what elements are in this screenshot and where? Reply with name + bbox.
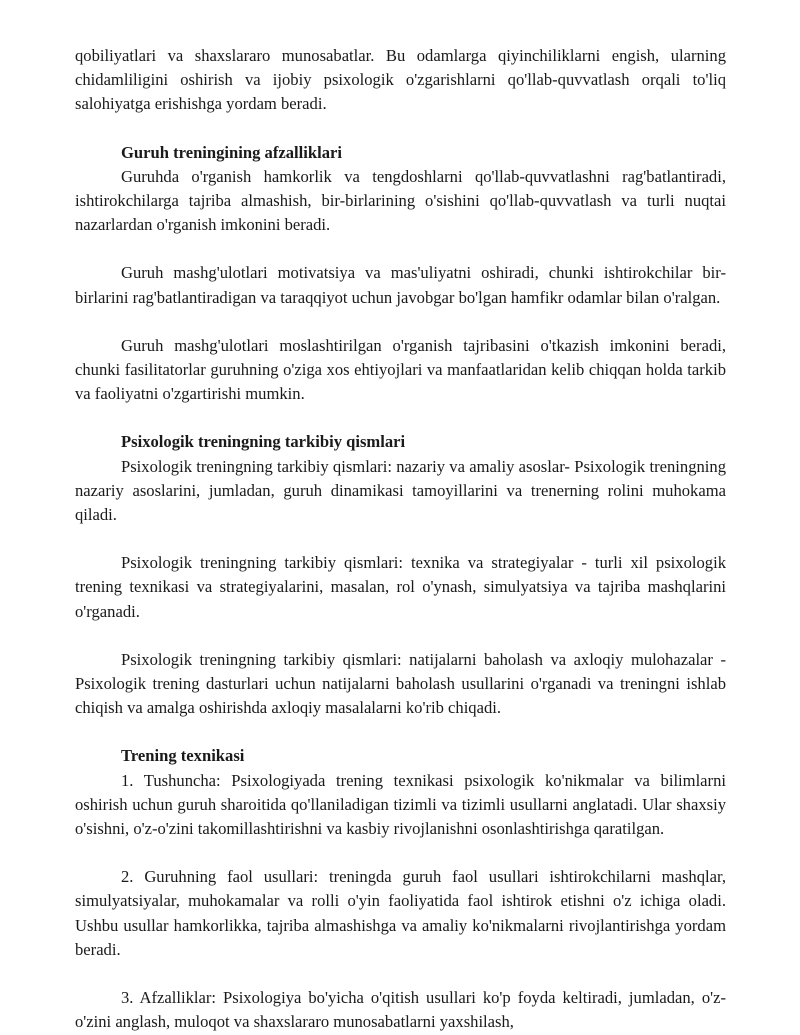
document-page	[75, 44, 726, 1035]
paragraph: Psixologik treningning tarkibiy qismlari: texnika va strategiyalar - turli xil psixologik trening texnikasi va strategiyalarini, masalan, rol o'ynash, simulyatsiya va tajriba mashqlarini o'rganadi.	[75, 553, 726, 621]
paragraph: Psixologik treningning tarkibiy qismlari: nazariy va amaliy asoslar- Psixologik treningning nazariy asoslarini, jumladan, guruh dinamikasi tamoyillarini va trenerning rolini muhokama qiladi.	[75, 456, 726, 525]
paragraph: Guruh mashg'ulotlari motivatsiya va mas'uliyatni oshiradi, chunki ishtirokchilar bir-birlarini rag'batlantiradigan va taraqqiyot uchun javobgar bo'lgan hamfikr odamlar bilan o'ralgan.	[75, 263, 726, 307]
paragraph: Psixologik treningning tarkibiy qismlari: natijalarni baholash va axloqiy mulohazalar - Psixologik trening dasturlari uchun natijalarni baholash usullarini o'rganadi va treningni ishlab chiqish va amalga oshirishda axloqiy masalalarni ko'rib chiqadi.	[75, 649, 726, 718]
section-heading-training-techniques: Trening texnikasi	[121, 746, 245, 766]
list-item-paragraph: 1. Tushuncha: Psixologiyada trening texnikasi psixologik ko'nikmalar va bilimlarni oshirish uchun guruh sharoitida qo'llaniladigan tizimli va tizimli usullarni anglatadi. Ular shaxsiy o'sishni, o'z-o'zini takomillashtirishni va kasbiy rivojlanishni osonlashtirishga qaratilgan.	[75, 770, 726, 839]
paragraph: Guruhda o'rganish hamkorlik va tengdoshlarni qo'llab-quvvatlashni rag'batlantiradi, ishtirokchilarga tajriba almashish, bir-birlarining o'sishini qo'llab-quvvatlash va turli nuqtai nazarlardan o'rganish imkonini beradi.	[75, 166, 726, 235]
paragraph: Guruh mashg'ulotlari moslashtirilgan o'rganish tajribasini o'tkazish imkonini beradi, chunki fasilitatorlar guruhning o'ziga xos ehtiyojlari va manfaatlaridan kelib chiqqan holda tarkib va faoliyatni o'zgartirishi mumkin.	[75, 335, 726, 404]
paragraph-continuation: qobiliyatlari va shaxslararo munosabatlar. Bu odamlarga qiyinchiliklarni engish, ularning chidamliligini oshirish va ijobiy psixologik o'zgarishlarni qo'llab-quvvatlash orqali to'liq salohiyatga erishishga yordam beradi.	[75, 46, 726, 114]
list-item-paragraph: 3. Afzalliklar: Psixologiya bo'yicha o'qitish usullari ko'p foyda keltiradi, jumladan, o'z-o'zini anglash, muloqot va shaxslararo munosabatlarni yaxshilash,	[75, 988, 726, 1032]
section-heading-training-components: Psixologik treningning tarkibiy qismlari	[121, 432, 406, 452]
section-heading-group-training-benefits: Guruh treningining afzalliklari	[121, 142, 342, 162]
list-item-paragraph: 2. Guruhning faol usullari: treningda guruh faol usullari ishtirokchilarni mashqlar, simulyatsiyalar, muhokamalar va rolli o'yin faoliyatida faol ishtirok etishni o'z ichiga oladi. Ushbu usullar hamkorlikka, tajriba almashishga va amaliy ko'nikmalarni rivojlantirishga yordam beradi.	[75, 867, 726, 959]
